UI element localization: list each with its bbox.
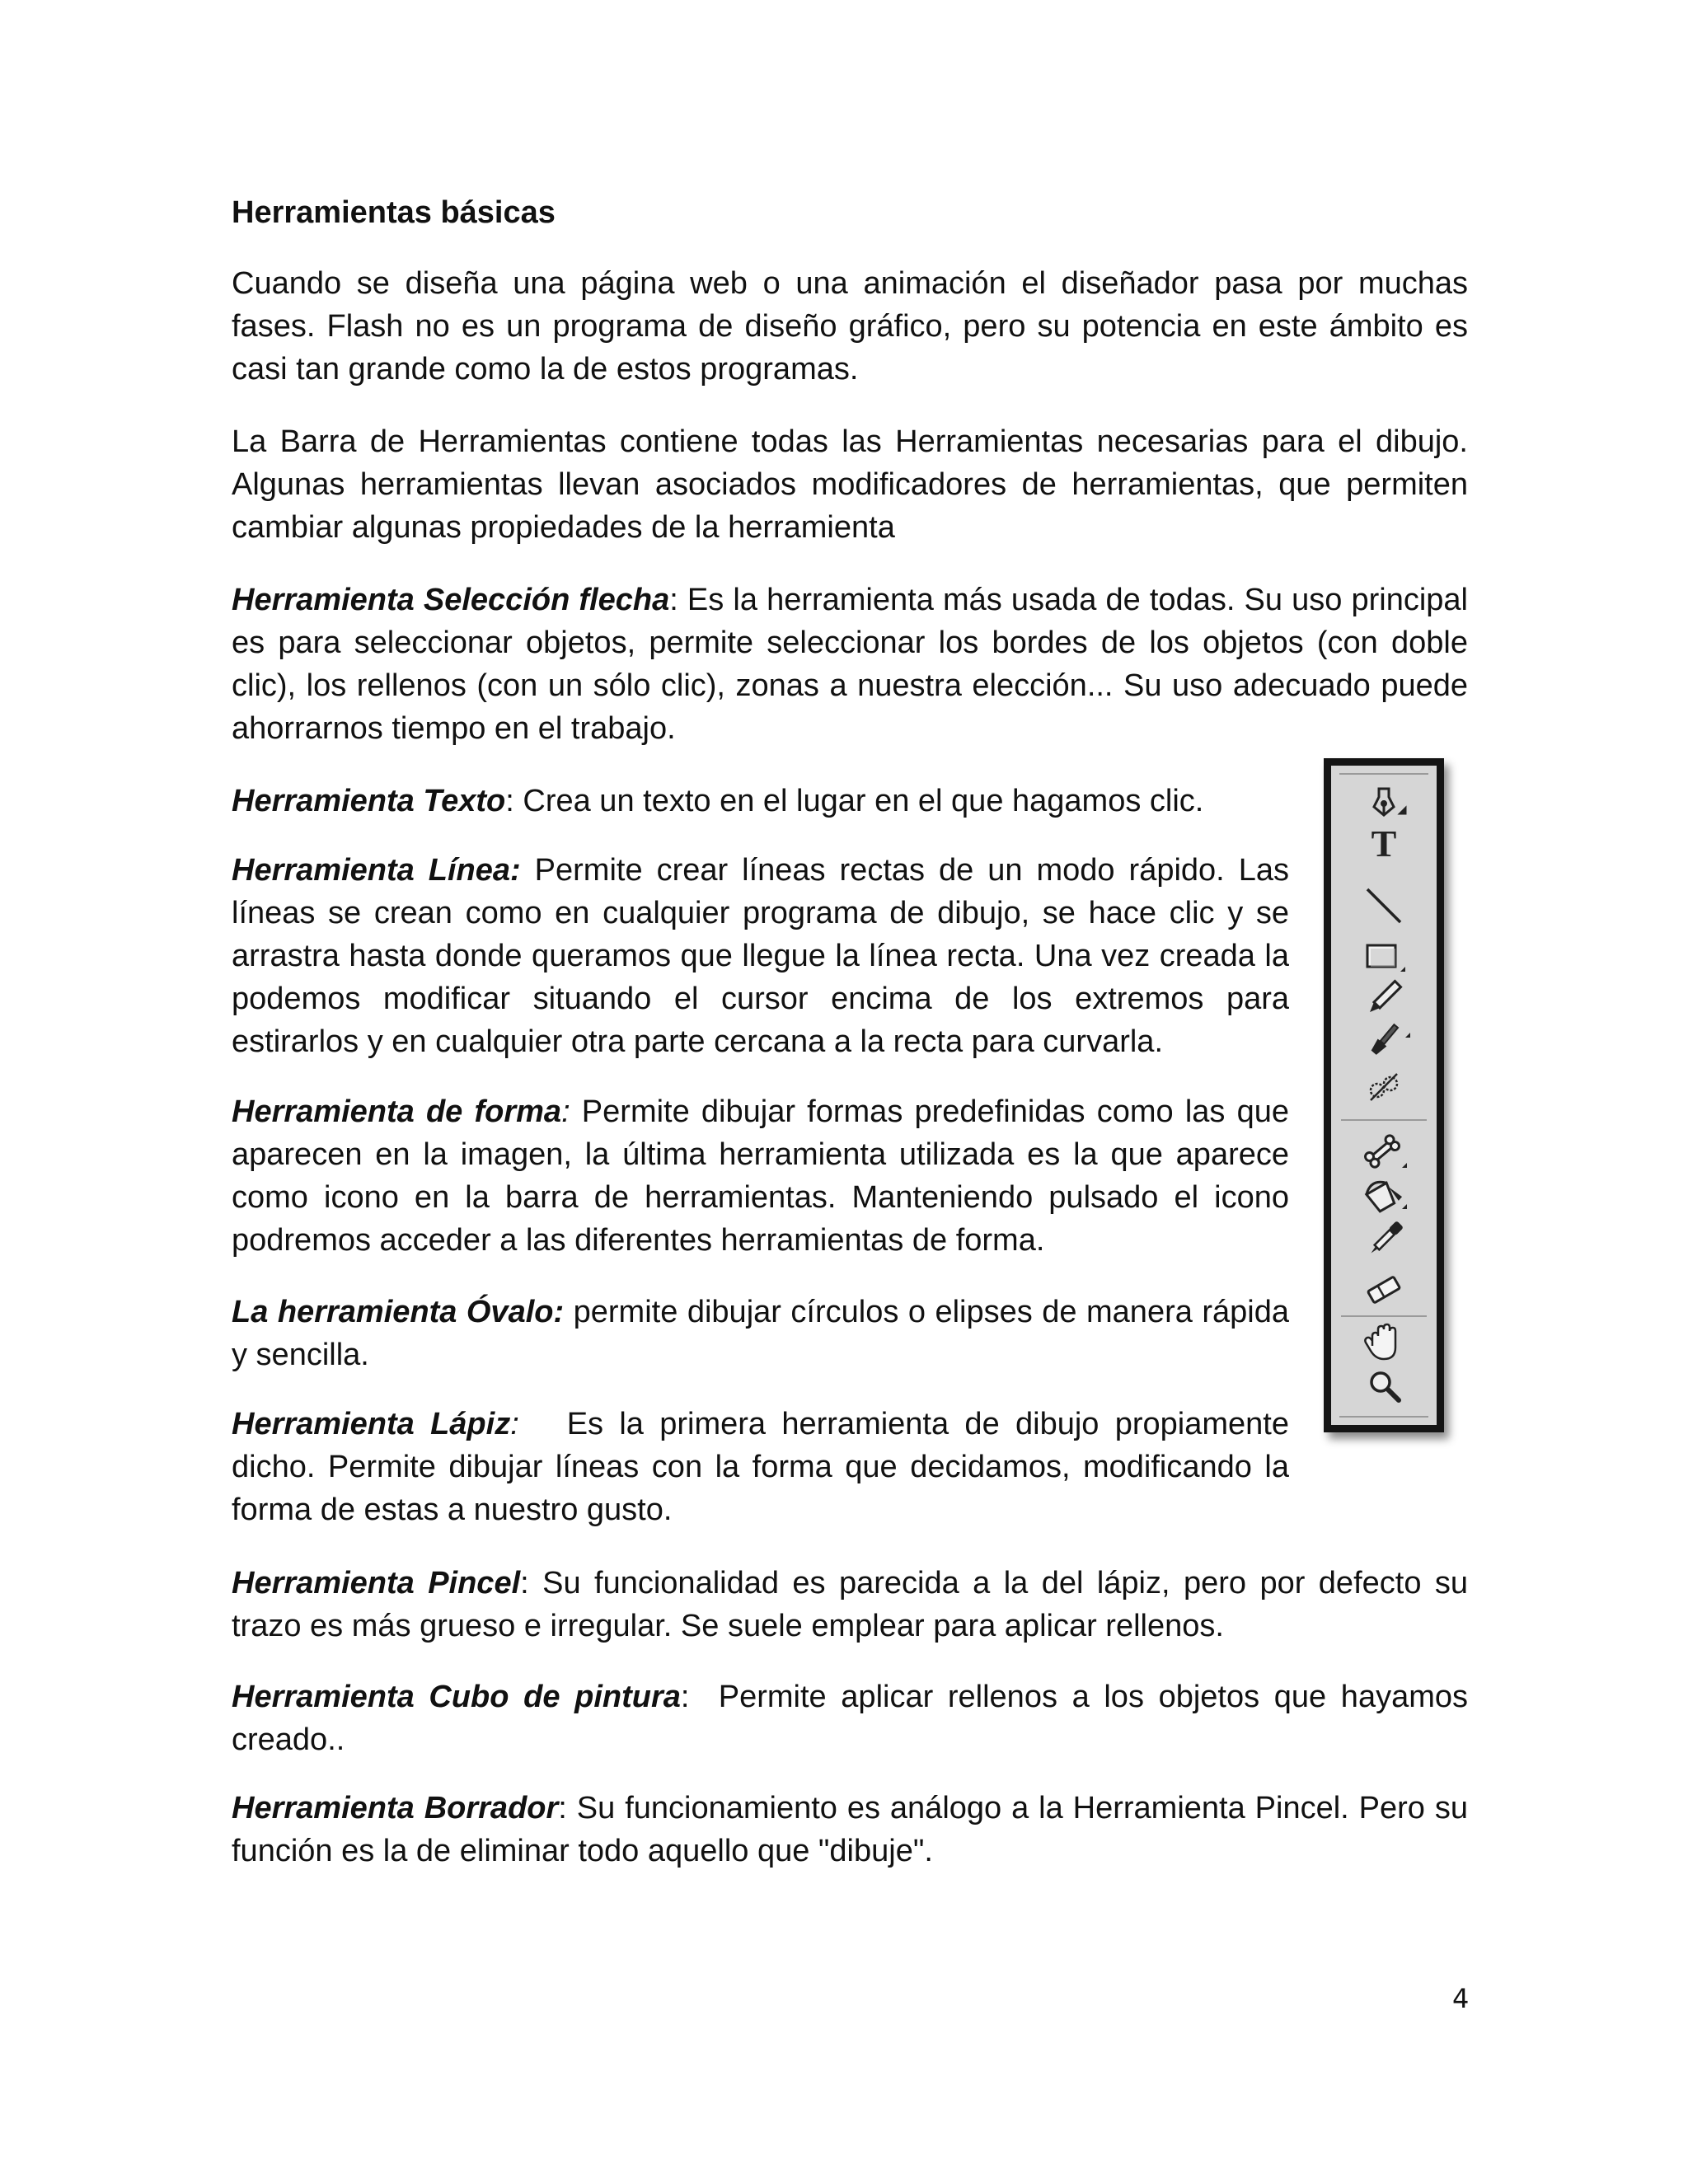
toolbar-paragraph: La Barra de Herramientas contiene todas las Herramientas necesarias para el dibujo. Algunas herramientas llevan asociados modificadores de herramientas, que permiten cambiar algunas propiedades de la herramienta [232,424,1468,545]
hand-tool-icon [1365,1324,1395,1359]
toolbar-icons [1331,766,1437,1425]
line-tool-icon [1367,889,1400,922]
oval-tool-paragraph [232,1291,1289,1376]
text-tool-paragraph: Herramienta Texto: Crea un texto en el lugar en el que hagamos clic. [232,784,1204,818]
oval-tool-text: permite dibujar círculos o elipses de manera rápida y sencilla. [232,1295,1289,1372]
zoom-tool-icon [1372,1373,1399,1400]
paint-bucket-text: Permite aplicar rellenos a los objetos que hayamos creado.. [232,1680,1477,1757]
bone-tool-icon [1363,1134,1400,1169]
text-tool-icon: T [1371,823,1397,865]
shape-tool-paragraph: Herramienta de forma: Permite dibujar formas predefinidas como las que aparecen en la imagen, la última herramienta utilizada es la que aparece como icono en la barra de herramientas. Manteniendo pulsado el icono podremos acceder a las diferentes herramientas de forma. [232,1094,1289,1258]
eraser-tool-paragraph: Herramienta Borrador: Su funcionamiento es análogo a la Herramienta Pincel. Pero su función es la de eliminar todo aquello que "dibuje". [232,1791,1468,1868]
term-brush-tool: Herramienta Pincel [232,1566,521,1601]
term-oval-tool: La herramienta Óvalo: [232,1295,565,1329]
deco-tool-icon [1371,1074,1397,1100]
term-eraser-tool: Herramienta Borrador [232,1791,559,1825]
pencil-tool-icon [1367,981,1400,1015]
page-number: 4 [1452,1983,1470,2014]
pencil-tool-paragraph: Herramienta Lápiz: Es la primera herramienta de dibujo propiamente dicho. Permite dibujar líneas con la forma que decidamos, modificando la forma de estas a nuestro gusto. [232,1407,1298,1527]
eraser-icon [1367,1277,1400,1303]
term-line-tool: Herramienta Línea: [232,853,521,888]
intro-paragraph: Cuando se diseña una página web o una animación el diseñador pasa por muchas fases. Flash no es un programa de diseño gráfico, pero su potencia en este ámbito es casi tan grande como la de estos programas. [232,266,1468,387]
rectangle-tool-icon [1367,945,1405,972]
term-pencil-tool: Herramienta Lápiz [232,1407,511,1441]
flash-toolbar-image [1324,758,1444,1432]
pencil-tool-text: Es la primera herramienta de dibujo propiamente dicho. Permite dibujar líneas con la forma que decidamos, modificando la forma de estas a nuestro gusto. [232,1407,1298,1527]
text-tool-text: Crea un texto en el lugar en el que hagamos clic. [513,784,1204,818]
term-text-tool: Herramienta Texto [232,784,506,818]
line-tool-paragraph [232,849,1289,1063]
selection-tool-text: Es la herramienta más usada de todas. Su uso principal es para seleccionar objetos, permite seleccionar los bordes de los objetos (con doble clic), los rellenos (con un sólo clic), zonas a nuestra elección... Su uso adecuado puede ahorrarnos tiempo en el trabajo. [232,583,1468,746]
eraser-tool-text: Su funcionamiento es análogo a la Herramienta Pincel. Pero su función es la de eliminar todo aquello que "dibuje". [232,1791,1468,1868]
eyedropper-icon [1367,1221,1404,1257]
brush-tool-text: Su funcionalidad es parecida a la del lápiz, pero por defecto su trazo es más grueso e irregular. Se suele emplear para aplicar rellenos. [232,1566,1469,1643]
shape-tool-text: Permite dibujar formas predefinidas como las que aparecen en la imagen, la última herramienta utilizada es la que aparece como icono en la barra de herramientas. Manteniendo pulsado el icono podremos acceder a las diferentes herramientas de forma. [232,1094,1289,1258]
paint-bucket-paragraph: Herramienta Cubo de pintura: Permite aplicar rellenos a los objetos que hayamos creado.. [232,1680,1477,1757]
section-heading: Herramientas básicas [232,195,556,230]
pen-tool-icon [1374,789,1405,815]
line-tool-text: Permite crear líneas rectas de un modo rápido. Las líneas se crean como en cualquier programa de dibujo, se hace clic y se arrastra hasta donde queramos que llegue la línea recta. Una vez creada la podemos modificar situando el cursor encima de los extremos para estirarlos y en cualquier otra parte cercana a la recta para curvarla. [232,853,1289,1059]
term-shape-tool: Herramienta de forma [232,1094,562,1129]
term-selection-tool: Herramienta Selección flecha [232,583,670,617]
brush-tool-icon [1369,1019,1413,1065]
paint-bucket-icon [1363,1174,1403,1213]
term-paint-bucket: Herramienta Cubo de pintura [232,1680,681,1714]
selection-tool-paragraph: Herramienta Selección flecha: Es la herramienta más usada de todas. Su uso principal es para seleccionar objetos, permite seleccionar los bordes de los objetos (con doble clic), los rellenos (con un sólo clic), zonas a nuestra elección... Su uso adecuado puede ahorrarnos tiempo en el trabajo. [232,583,1468,746]
brush-tool-paragraph: Herramienta Pincel: Su funcionalidad es parecida a la del lápiz, pero por defecto su trazo es más grueso e irregular. Se suele emplear para aplicar rellenos. [232,1566,1469,1643]
